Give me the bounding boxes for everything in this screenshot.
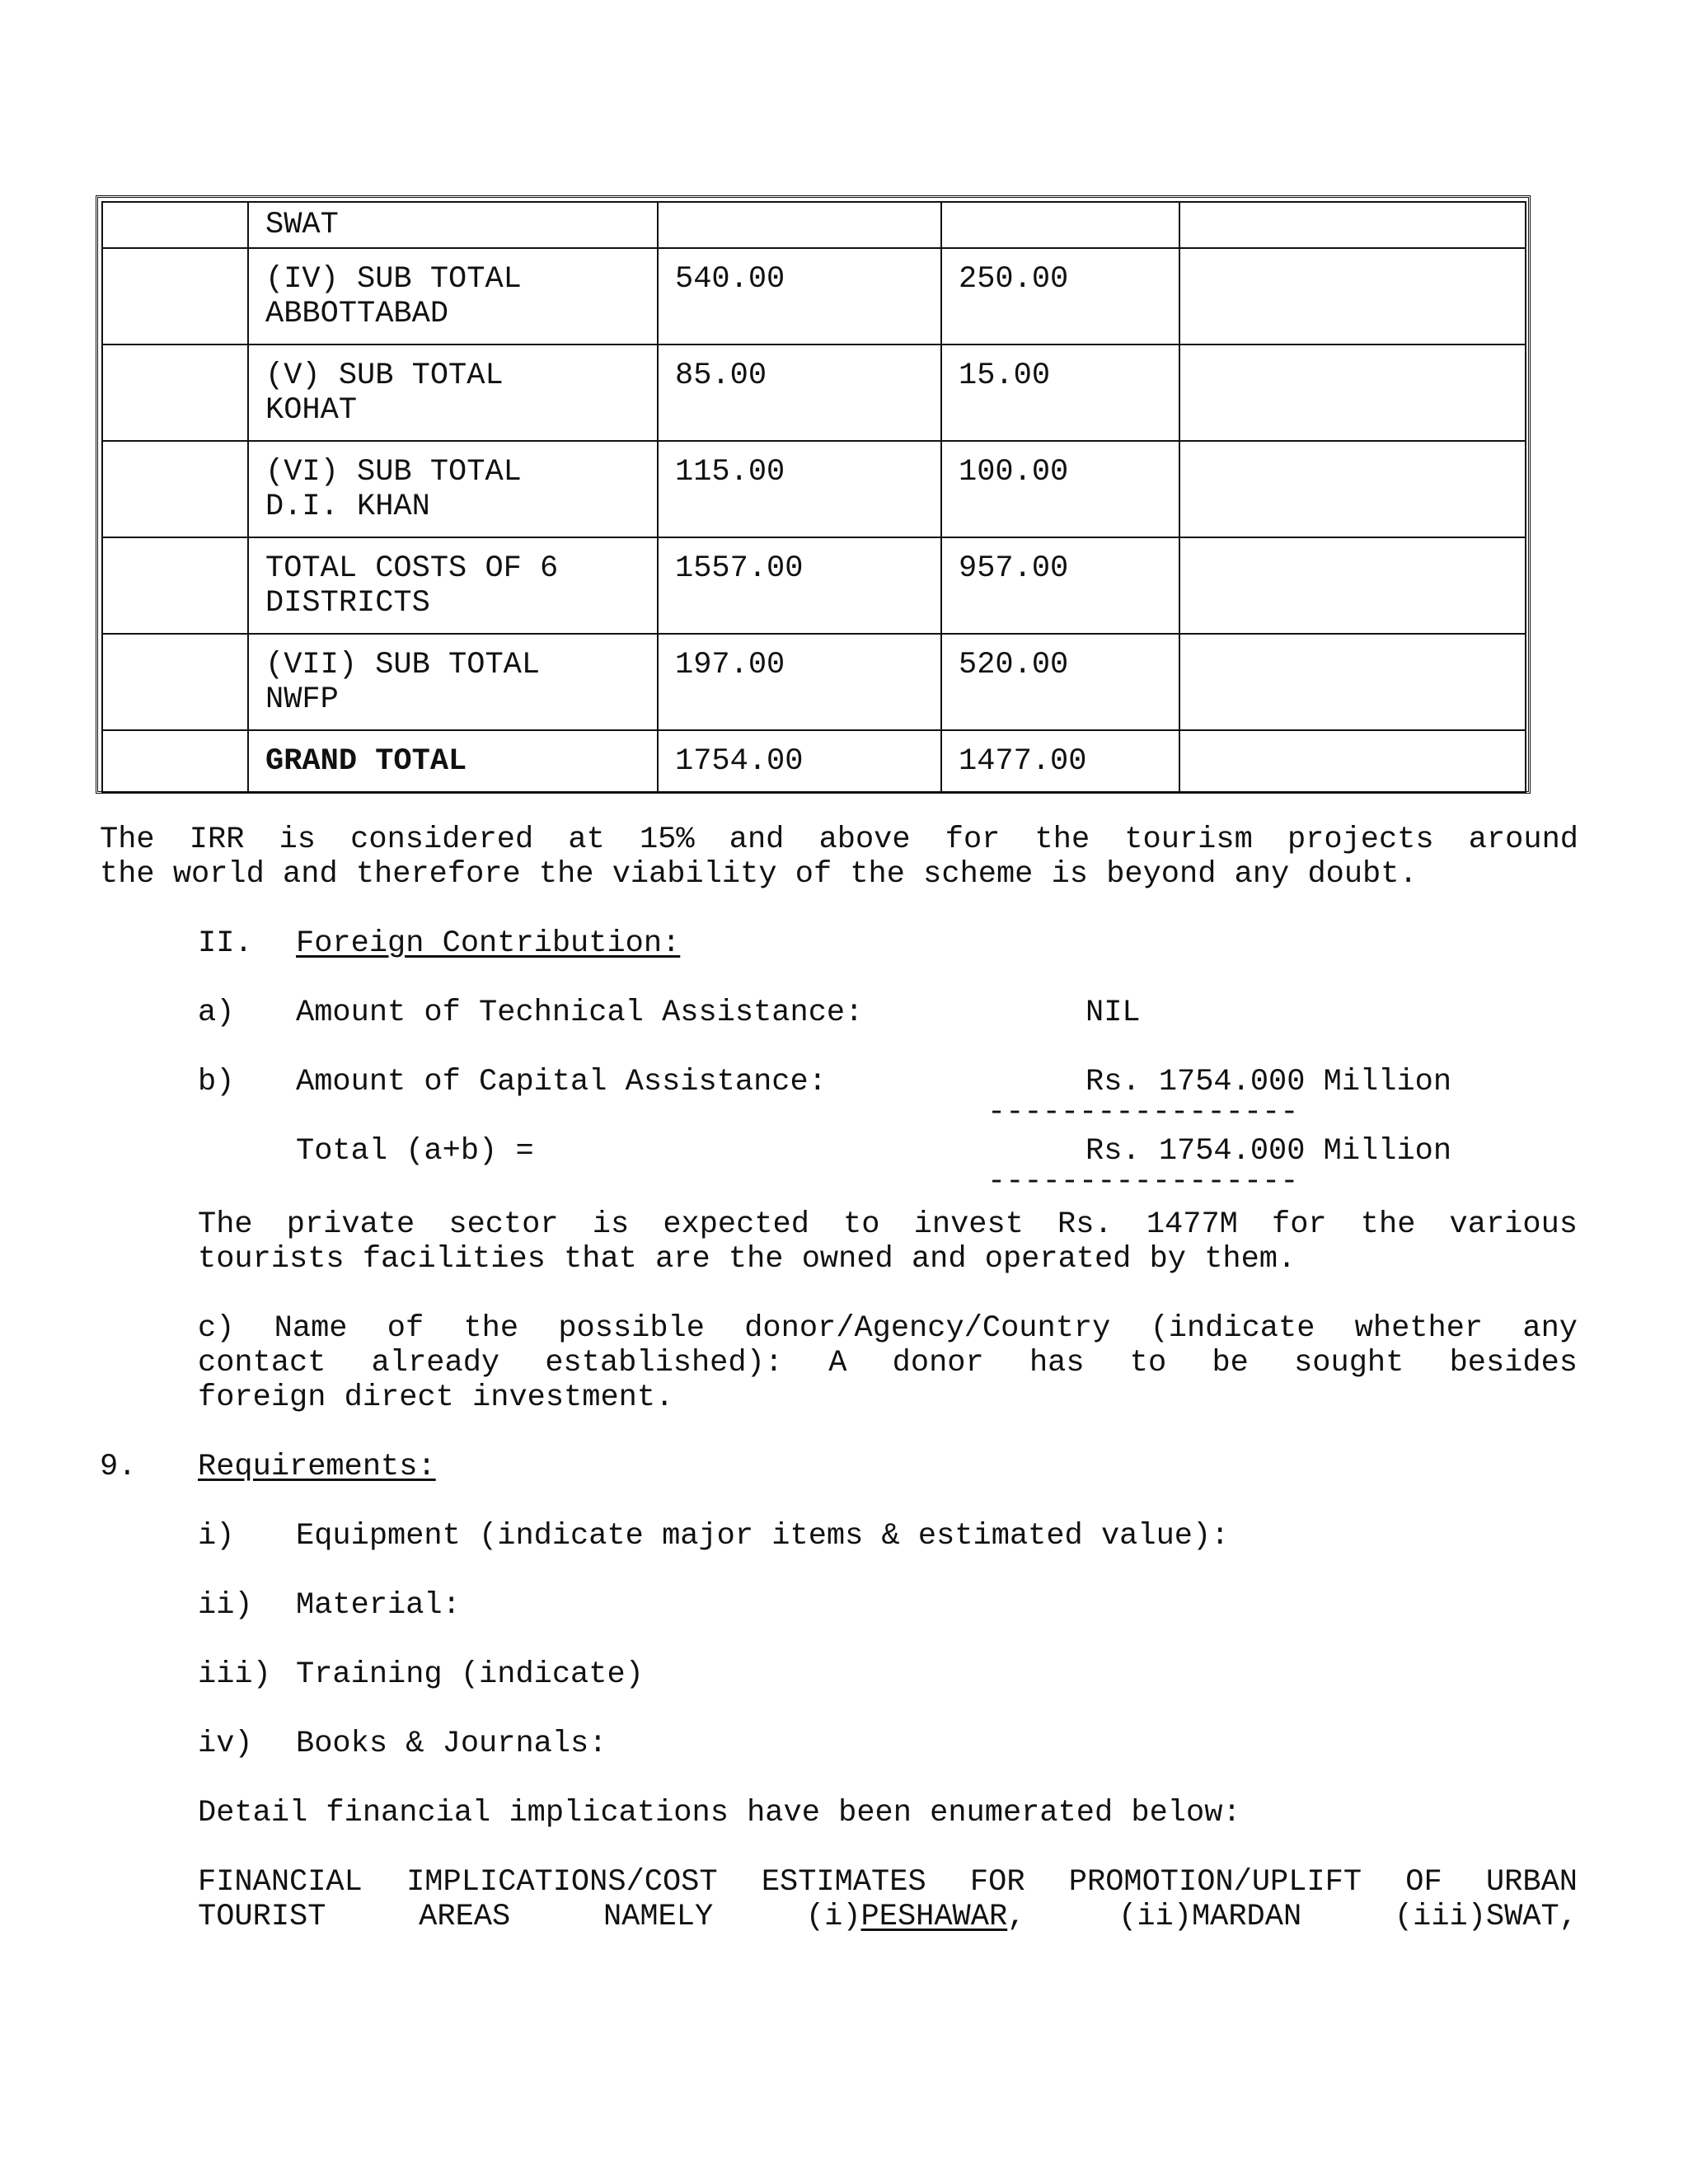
value-cell-3 — [1179, 441, 1526, 537]
foreign-heading: Foreign Contribution: — [296, 926, 681, 961]
value-cell-2: 250.00 — [941, 248, 1179, 344]
req-item-2-label: ii) — [198, 1588, 253, 1623]
foreign-number: II. — [198, 926, 253, 961]
donor-line-2: contact already established): A donor has to be sought besides — [198, 1346, 1578, 1380]
cost-table-frame — [96, 195, 1531, 794]
financial-mardan: (ii)MARDAN — [1118, 1900, 1302, 1934]
row-label-cell: SWAT — [248, 202, 658, 248]
item-a-label: a) — [198, 996, 235, 1030]
value-cell-3 — [1179, 634, 1526, 730]
req-item-2-text: Material: — [296, 1588, 461, 1623]
req-item-3-label: iii) — [198, 1657, 271, 1692]
value-cell-2 — [941, 202, 1179, 248]
value-cell-3 — [1179, 248, 1526, 344]
item-b-label: b) — [198, 1065, 235, 1099]
table-row — [102, 248, 1526, 344]
value-cell-1: 85.00 — [658, 344, 941, 441]
blank-cell — [102, 248, 248, 344]
item-a-text: Amount of Technical Assistance: — [296, 996, 864, 1030]
req-item-3-text: Training (indicate) — [296, 1657, 644, 1692]
irr-line-1: The IRR is considered at 15% and above for the tourism projects around — [100, 823, 1578, 857]
table-row — [102, 537, 1526, 634]
blank-cell — [102, 537, 248, 634]
private-line-2: tourists facilities that are the owned and operated by them. — [198, 1242, 1296, 1277]
detail-line: Detail financial implications have been enumerated below: — [198, 1796, 1241, 1830]
item-b-text: Amount of Capital Assistance: — [296, 1065, 827, 1099]
blank-cell — [102, 634, 248, 730]
financial-word-tourist: TOURIST — [198, 1900, 326, 1934]
table-row — [102, 730, 1526, 793]
item-b-value: Rs. 1754.000 Million — [1085, 1065, 1452, 1099]
irr-line-2: the world and therefore the viability of the scheme is beyond any doubt. — [100, 857, 1418, 892]
requirements-number: 9. — [100, 1450, 137, 1484]
req-item-4-label: iv) — [198, 1727, 253, 1761]
table-row — [102, 344, 1526, 441]
value-cell-1: 115.00 — [658, 441, 941, 537]
req-item-4-text: Books & Journals: — [296, 1727, 607, 1761]
financial-word-namely: NAMELY — [603, 1900, 714, 1934]
blank-cell — [102, 441, 248, 537]
req-item-1-label: i) — [198, 1519, 235, 1554]
donor-line-3: foreign direct investment. — [198, 1380, 674, 1415]
total-value: Rs. 1754.000 Million — [1085, 1134, 1452, 1169]
table-row — [102, 202, 1526, 248]
row-label-cell: (IV) SUB TOTAL ABBOTTABAD — [248, 248, 658, 344]
value-cell-2: 15.00 — [941, 344, 1179, 441]
financial-peshawar-group: (i)PESHAWAR, — [805, 1900, 1026, 1934]
value-cell-2: 520.00 — [941, 634, 1179, 730]
blank-cell — [102, 202, 248, 248]
value-cell-1 — [658, 202, 941, 248]
rule-2: ----------------- — [987, 1165, 1299, 1199]
financial-peshawar: PESHAWAR — [860, 1900, 1008, 1934]
row-label-cell: (VI) SUB TOTAL D.I. KHAN — [248, 441, 658, 537]
value-cell-2: 1477.00 — [941, 730, 1179, 793]
row-label-cell: GRAND TOTAL — [248, 730, 658, 793]
financial-word-areas: AREAS — [419, 1900, 511, 1934]
value-cell-2: 100.00 — [941, 441, 1179, 537]
row-label-cell: (VII) SUB TOTAL NWFP — [248, 634, 658, 730]
row-label-cell: (V) SUB TOTAL KOHAT — [248, 344, 658, 441]
value-cell-3 — [1179, 344, 1526, 441]
row-label-cell: TOTAL COSTS OF 6 DISTRICTS — [248, 537, 658, 634]
value-cell-1: 540.00 — [658, 248, 941, 344]
item-a-value: NIL — [1085, 996, 1141, 1030]
cost-table — [101, 201, 1526, 794]
donor-line-1: c) Name of the possible donor/Agency/Country (indicate whether any — [198, 1311, 1578, 1346]
private-line-1: The private sector is expected to invest Rs. 1477M for the various — [198, 1207, 1578, 1242]
req-item-1-text: Equipment (indicate major items & estimated value): — [296, 1519, 1230, 1554]
table-row — [102, 634, 1526, 730]
financial-line-1: FINANCIAL IMPLICATIONS/COST ESTIMATES FOR PROMOTION/UPLIFT OF URBAN — [198, 1865, 1578, 1900]
value-cell-2: 957.00 — [941, 537, 1179, 634]
value-cell-1: 1754.00 — [658, 730, 941, 793]
table-row — [102, 441, 1526, 537]
cost-table-body — [102, 202, 1526, 793]
value-cell-3 — [1179, 537, 1526, 634]
total-text: Total (a+b) = — [296, 1134, 534, 1169]
rule-1: ----------------- — [987, 1095, 1299, 1130]
value-cell-1: 197.00 — [658, 634, 941, 730]
value-cell-1: 1557.00 — [658, 537, 941, 634]
requirements-heading: Requirements: — [198, 1450, 436, 1484]
blank-cell — [102, 344, 248, 441]
value-cell-3 — [1179, 730, 1526, 793]
financial-line-2 — [198, 1900, 1578, 1934]
financial-swat: (iii)SWAT, — [1394, 1900, 1578, 1934]
blank-cell — [102, 730, 248, 793]
value-cell-3 — [1179, 202, 1526, 248]
